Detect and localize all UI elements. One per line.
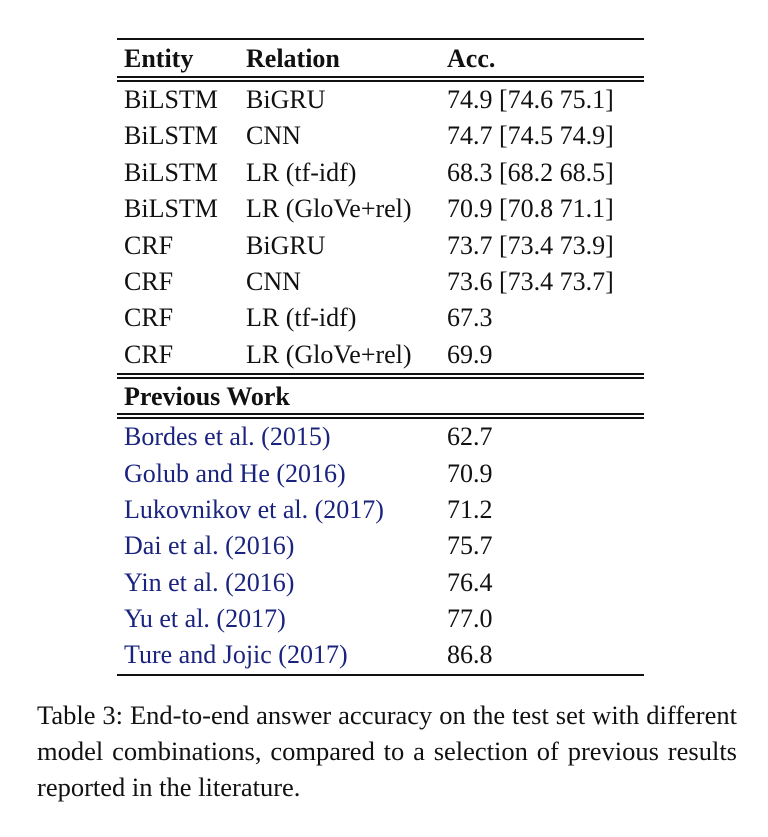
table-row xyxy=(117,82,644,118)
results-table xyxy=(117,38,644,676)
table-row xyxy=(117,155,644,191)
header-acc: Acc. xyxy=(447,44,496,73)
table-row xyxy=(117,337,644,373)
table-row xyxy=(117,601,644,637)
row-relation: BiGRU xyxy=(246,85,326,114)
row-entity: BiLSTM xyxy=(124,194,218,224)
table-row xyxy=(117,492,644,528)
citation-link[interactable]: Golub and He (2016) xyxy=(124,458,346,488)
row-relation: BiGRU xyxy=(246,230,326,260)
row-relation: LR (tf-idf) xyxy=(246,157,357,187)
citation-link[interactable]: Yin et al. (2016) xyxy=(124,567,295,597)
table-row xyxy=(117,528,644,564)
table-row xyxy=(117,300,644,336)
table-row xyxy=(117,565,644,601)
row-entity: BiLSTM xyxy=(124,85,218,114)
row-relation: LR (GloVe+rel) xyxy=(246,194,412,224)
table-row xyxy=(117,419,644,455)
citation-link[interactable]: Ture and Jojic (2017) xyxy=(124,640,348,670)
row-acc: 62.7 xyxy=(447,422,493,452)
table-row xyxy=(117,118,644,154)
bottom-rule xyxy=(117,674,644,676)
citation-link[interactable]: Bordes et al. (2015) xyxy=(124,422,331,452)
table-row xyxy=(117,637,644,673)
row-relation: CNN xyxy=(246,121,301,151)
row-acc: 70.9 [70.8 71.1] xyxy=(447,194,614,224)
previous-work-label: Previous Work xyxy=(124,382,290,412)
row-acc: 69.9 xyxy=(447,339,493,369)
row-acc: 76.4 xyxy=(447,567,493,597)
row-relation: CNN xyxy=(246,266,301,296)
row-entity: BiLSTM xyxy=(124,121,218,151)
table-row xyxy=(117,228,644,264)
row-acc: 73.6 [73.4 73.7] xyxy=(447,266,614,296)
table-row xyxy=(117,191,644,227)
row-acc: 73.7 [73.4 73.9] xyxy=(447,230,614,260)
row-entity: CRF xyxy=(124,303,174,333)
row-acc: 75.7 xyxy=(447,531,493,561)
header-entity: Entity xyxy=(124,44,194,73)
row-acc: 77.0 xyxy=(447,604,493,634)
row-acc: 74.7 [74.5 74.9] xyxy=(447,121,614,151)
previous-work-header xyxy=(117,379,644,413)
row-relation: LR (GloVe+rel) xyxy=(246,339,412,369)
row-acc: 71.2 xyxy=(447,494,493,524)
row-entity: BiLSTM xyxy=(124,157,218,187)
citation-link[interactable]: Dai et al. (2016) xyxy=(124,531,295,561)
row-entity: CRF xyxy=(124,339,174,369)
row-acc: 68.3 [68.2 68.5] xyxy=(447,157,614,187)
row-entity: CRF xyxy=(124,266,174,296)
table-row xyxy=(117,456,644,492)
row-entity: CRF xyxy=(124,230,174,260)
row-acc: 70.9 xyxy=(447,458,493,488)
row-acc: 67.3 xyxy=(447,303,493,333)
table-row xyxy=(117,264,644,300)
header-relation: Relation xyxy=(246,44,340,73)
citation-link[interactable]: Yu et al. (2017) xyxy=(124,604,286,634)
citation-link[interactable]: Lukovnikov et al. (2017) xyxy=(124,494,384,524)
table-caption: Table 3: End-to-end answer accuracy on the test set with different model combinations, compared to a selection of previous results reported in the literature. xyxy=(37,700,737,802)
row-relation: LR (tf-idf) xyxy=(246,303,357,333)
row-acc: 86.8 xyxy=(447,640,493,670)
row-acc: 74.9 [74.6 75.1] xyxy=(447,85,614,114)
header-row xyxy=(117,40,644,76)
